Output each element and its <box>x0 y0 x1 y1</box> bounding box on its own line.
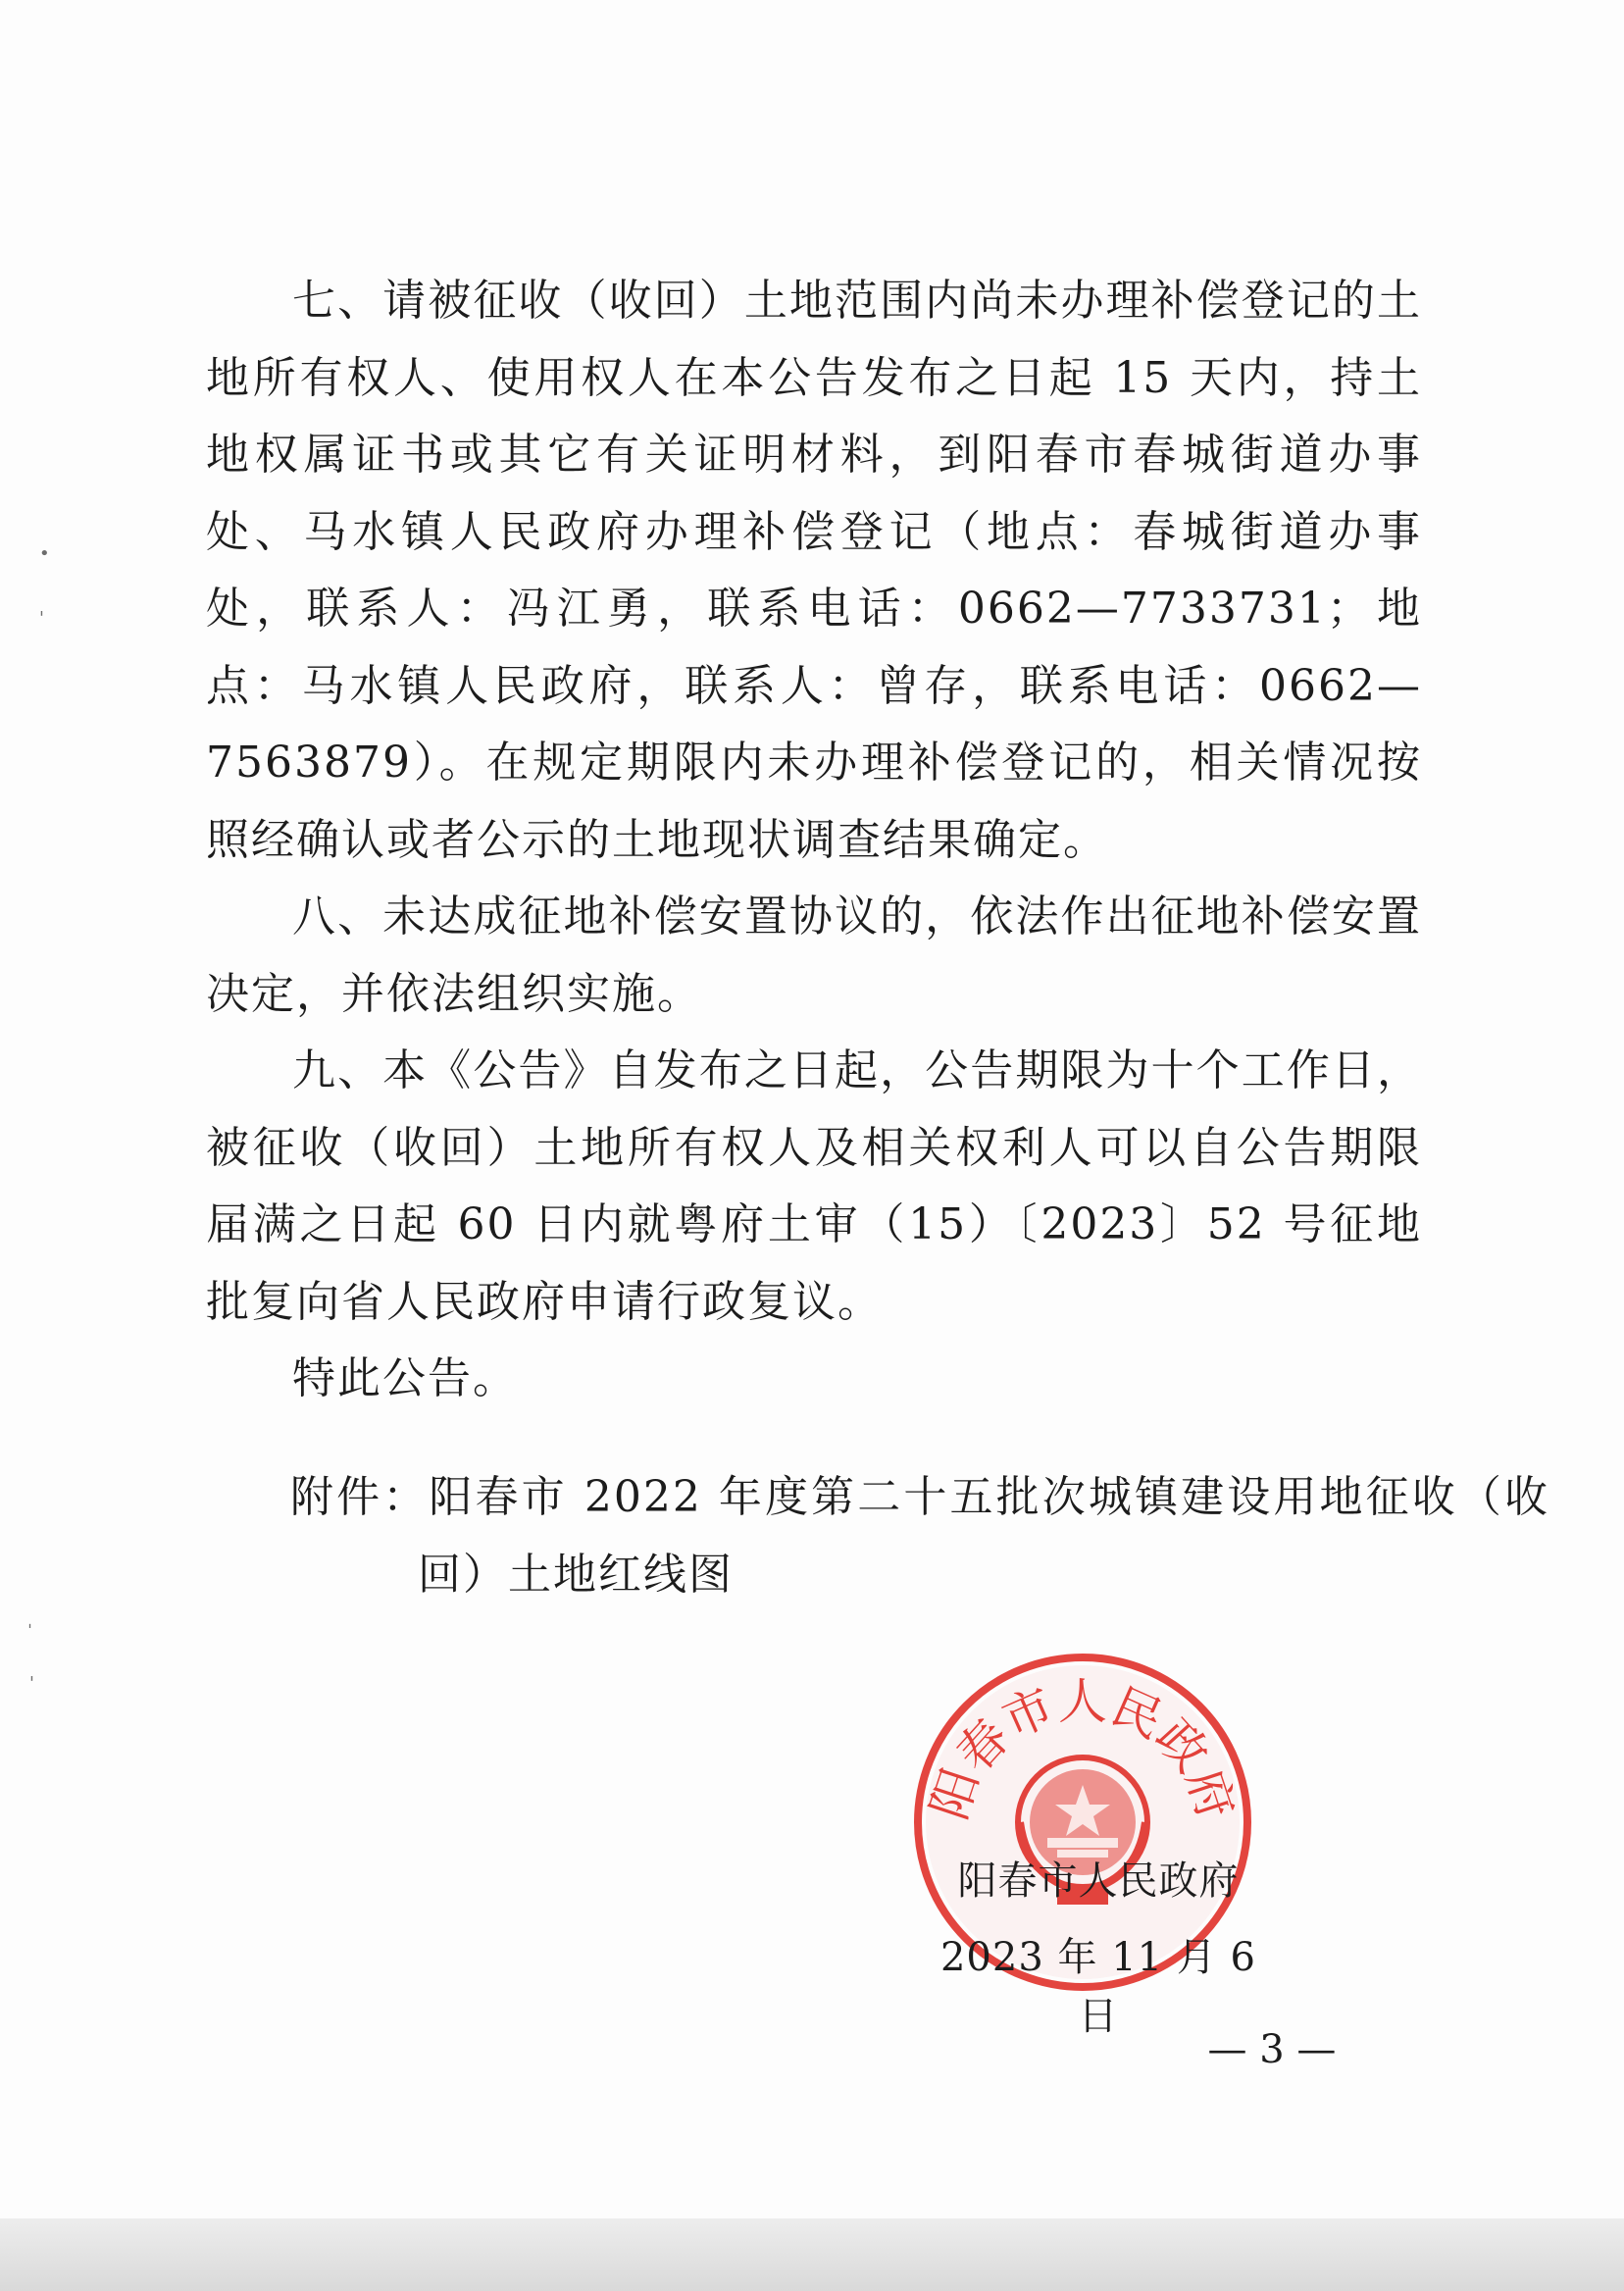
announcement-body <box>206 263 1422 1418</box>
scan-edge <box>0 2218 1624 2291</box>
seal-text: 阳春市人民政府 <box>920 1673 1245 1826</box>
attachment-note: 附件：阳春市 2022 年度第二十五批次城镇建设用地征收（收回）土地红线图 <box>290 1472 1549 1600</box>
section-8-paragraph: 八、未达成征地补偿安置协议的，依法作出征地补偿安置决定，并依法组织实施。 <box>206 891 1422 1019</box>
scan-speck: • <box>39 543 50 564</box>
signature-block <box>922 1852 1275 2046</box>
issuing-organization: 阳春市人民政府 <box>957 1858 1240 1904</box>
scan-speck: ' <box>29 1673 34 1694</box>
closing-line: 特此公告。 <box>292 1353 518 1403</box>
scan-speck: ˌ <box>27 1610 32 1631</box>
issue-date: 2023 年 11 月 6 日 <box>939 1935 1256 2039</box>
page-number: — 3 — <box>1207 2027 1337 2072</box>
scan-speck: ' <box>39 608 44 629</box>
section-7-paragraph: 七、请被征收（收回）土地范围内尚未办理补偿登记的土地所有权人、使用权人在本公告发布之日起 15 天内，持土地权属证书或其它有关证明材料，到阳春市春城街道办事处、马水镇人民政府办理补偿登记（地点：春城街道办事处，联系人：冯江勇，联系电话：0662—7733731；地点：马水镇人民政府，联系人：曾存，联系电话：0662—7563879）。在规定期限内未办理补偿登记的，相关情况按照经确认或者公示的土地现状调查结果确定。 <box>206 276 1422 865</box>
section-9-paragraph: 九、本《公告》自发布之日起，公告期限为十个工作日，被征收（收回）土地所有权人及相关权利人可以自公告期限届满之日起 60 日内就粤府土审（15）〔2023〕52 号征地批复向省人民政府申请行政复议。 <box>206 1045 1422 1327</box>
